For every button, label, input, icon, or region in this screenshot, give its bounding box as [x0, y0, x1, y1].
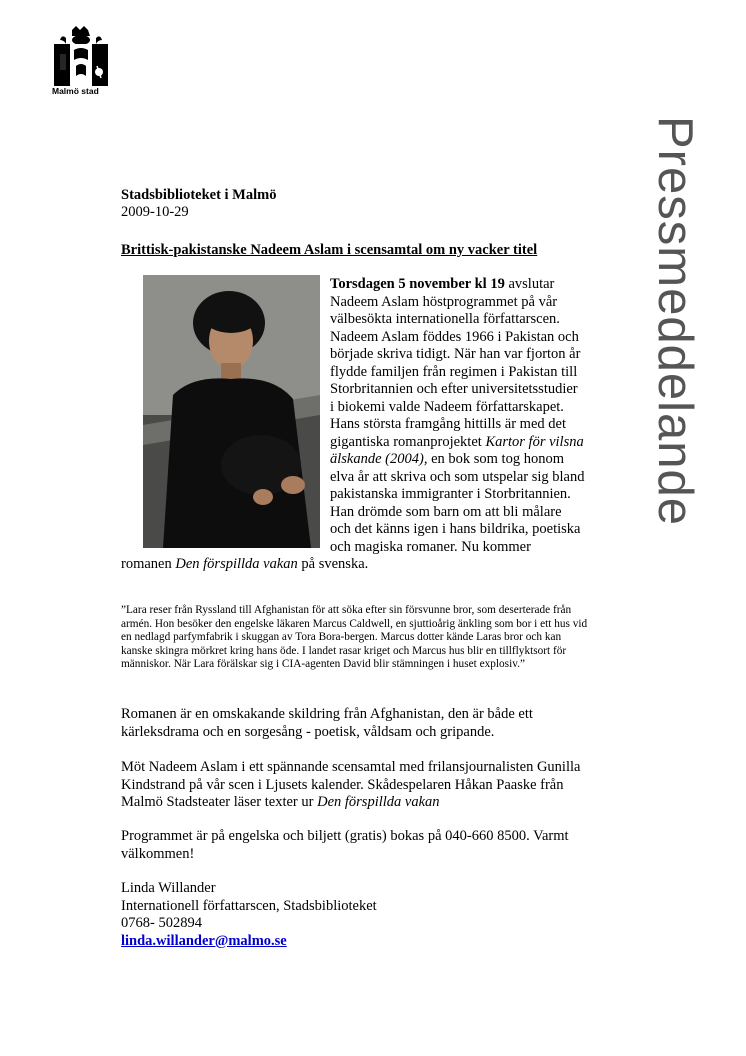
intro-text-3: på svenska.	[297, 556, 369, 572]
contact-name: Linda Willander	[121, 880, 216, 896]
book-synopsis-quote: ”Lara reser från Ryssland till Afghanistan för att söka efter sin försvunne bror, som deserterade från armén. Hon besöker den engelske läkaren Marcus Caldwell, en sjuttioårig änkling som bor i ett hus vid en nedlagd parfymfabrik i skuggan av Tora Bora-bergen. Marcus dotter kände Laras bror och kan kanske skingra mörkret kring hans öde. I landet rasar kriget och Marcus hus blir en tillflyktsort för människor. När Lara förälskar sig i CIA-agenten David blir stämningen i huset explosiv.”	[121, 604, 588, 670]
contact-phone: 0768- 502894	[121, 915, 202, 931]
organization-name: Stadsbiblioteket i Malmö	[121, 187, 277, 203]
book-title-vakan: Den förspillda vakan	[175, 556, 298, 572]
paragraph-description: Romanen är en omskakande skildring från Afghanistan, den är både ett kärleksdrama och en sorgesång - poetisk, våldsam och gripande.	[121, 706, 533, 740]
intro-text-1: avslutar Nadeem Aslam höstprogrammet på vår välbesökta internationella författarscen. Nadeem Aslam föddes 1966 i Pakistan och började skriva tidigt. När han var fjorton år flydde familjen från regimen i Pakistan till Storbritannien och efter universitetsstudier i biokemi valde Nadeem författarskapet. Hans största framgång hittills är med det gigantiska romanprojektet	[330, 276, 581, 450]
paragraph-event	[121, 759, 591, 812]
paragraph-tickets: Programmet är på engelska och biljett (gratis) bokas på 040-660 8500. Varmt välkommen!	[121, 828, 569, 862]
headline: Brittisk-pakistanske Nadeem Aslam i scensamtal om ny vacker titel	[121, 242, 538, 258]
logo-text: Malmö stad	[52, 86, 99, 96]
contact-email-link[interactable]: linda.willander@malmo.se	[121, 932, 287, 949]
intro-text-2: en bok som tog honom elva år att skriva och som utspelar sig bland pakistanska immigranter i Storbritannien. Han drömde som barn om att bli målare och det känns igen i hans bildrika, poetiska och magiska romaner. Nu kommer romanen	[121, 451, 585, 572]
contact-role: Internationell författarscen, Stadsbiblioteket	[121, 897, 377, 914]
side-title: Pressmeddelande	[648, 116, 702, 526]
book-title-kartor: Kartor för vilsna älskande (2004),	[330, 433, 584, 467]
press-date: 2009-10-29	[121, 204, 189, 220]
intro-paragraph	[121, 276, 585, 574]
photo-spacer	[121, 276, 330, 544]
event-date-time: Torsdagen 5 november kl 19	[330, 276, 505, 292]
paragraph-event-text: Möt Nadeem Aslam i ett spännande scensamtal med frilansjournalisten Gunilla Kindstrand på vår scen i Ljusets kalender. Skådespelaren Håkan Paaske från Malmö Stadsteater läser texter ur	[121, 759, 581, 810]
contact-block	[121, 880, 591, 950]
book-title-vakan-2: Den förspillda vakan	[317, 794, 440, 810]
